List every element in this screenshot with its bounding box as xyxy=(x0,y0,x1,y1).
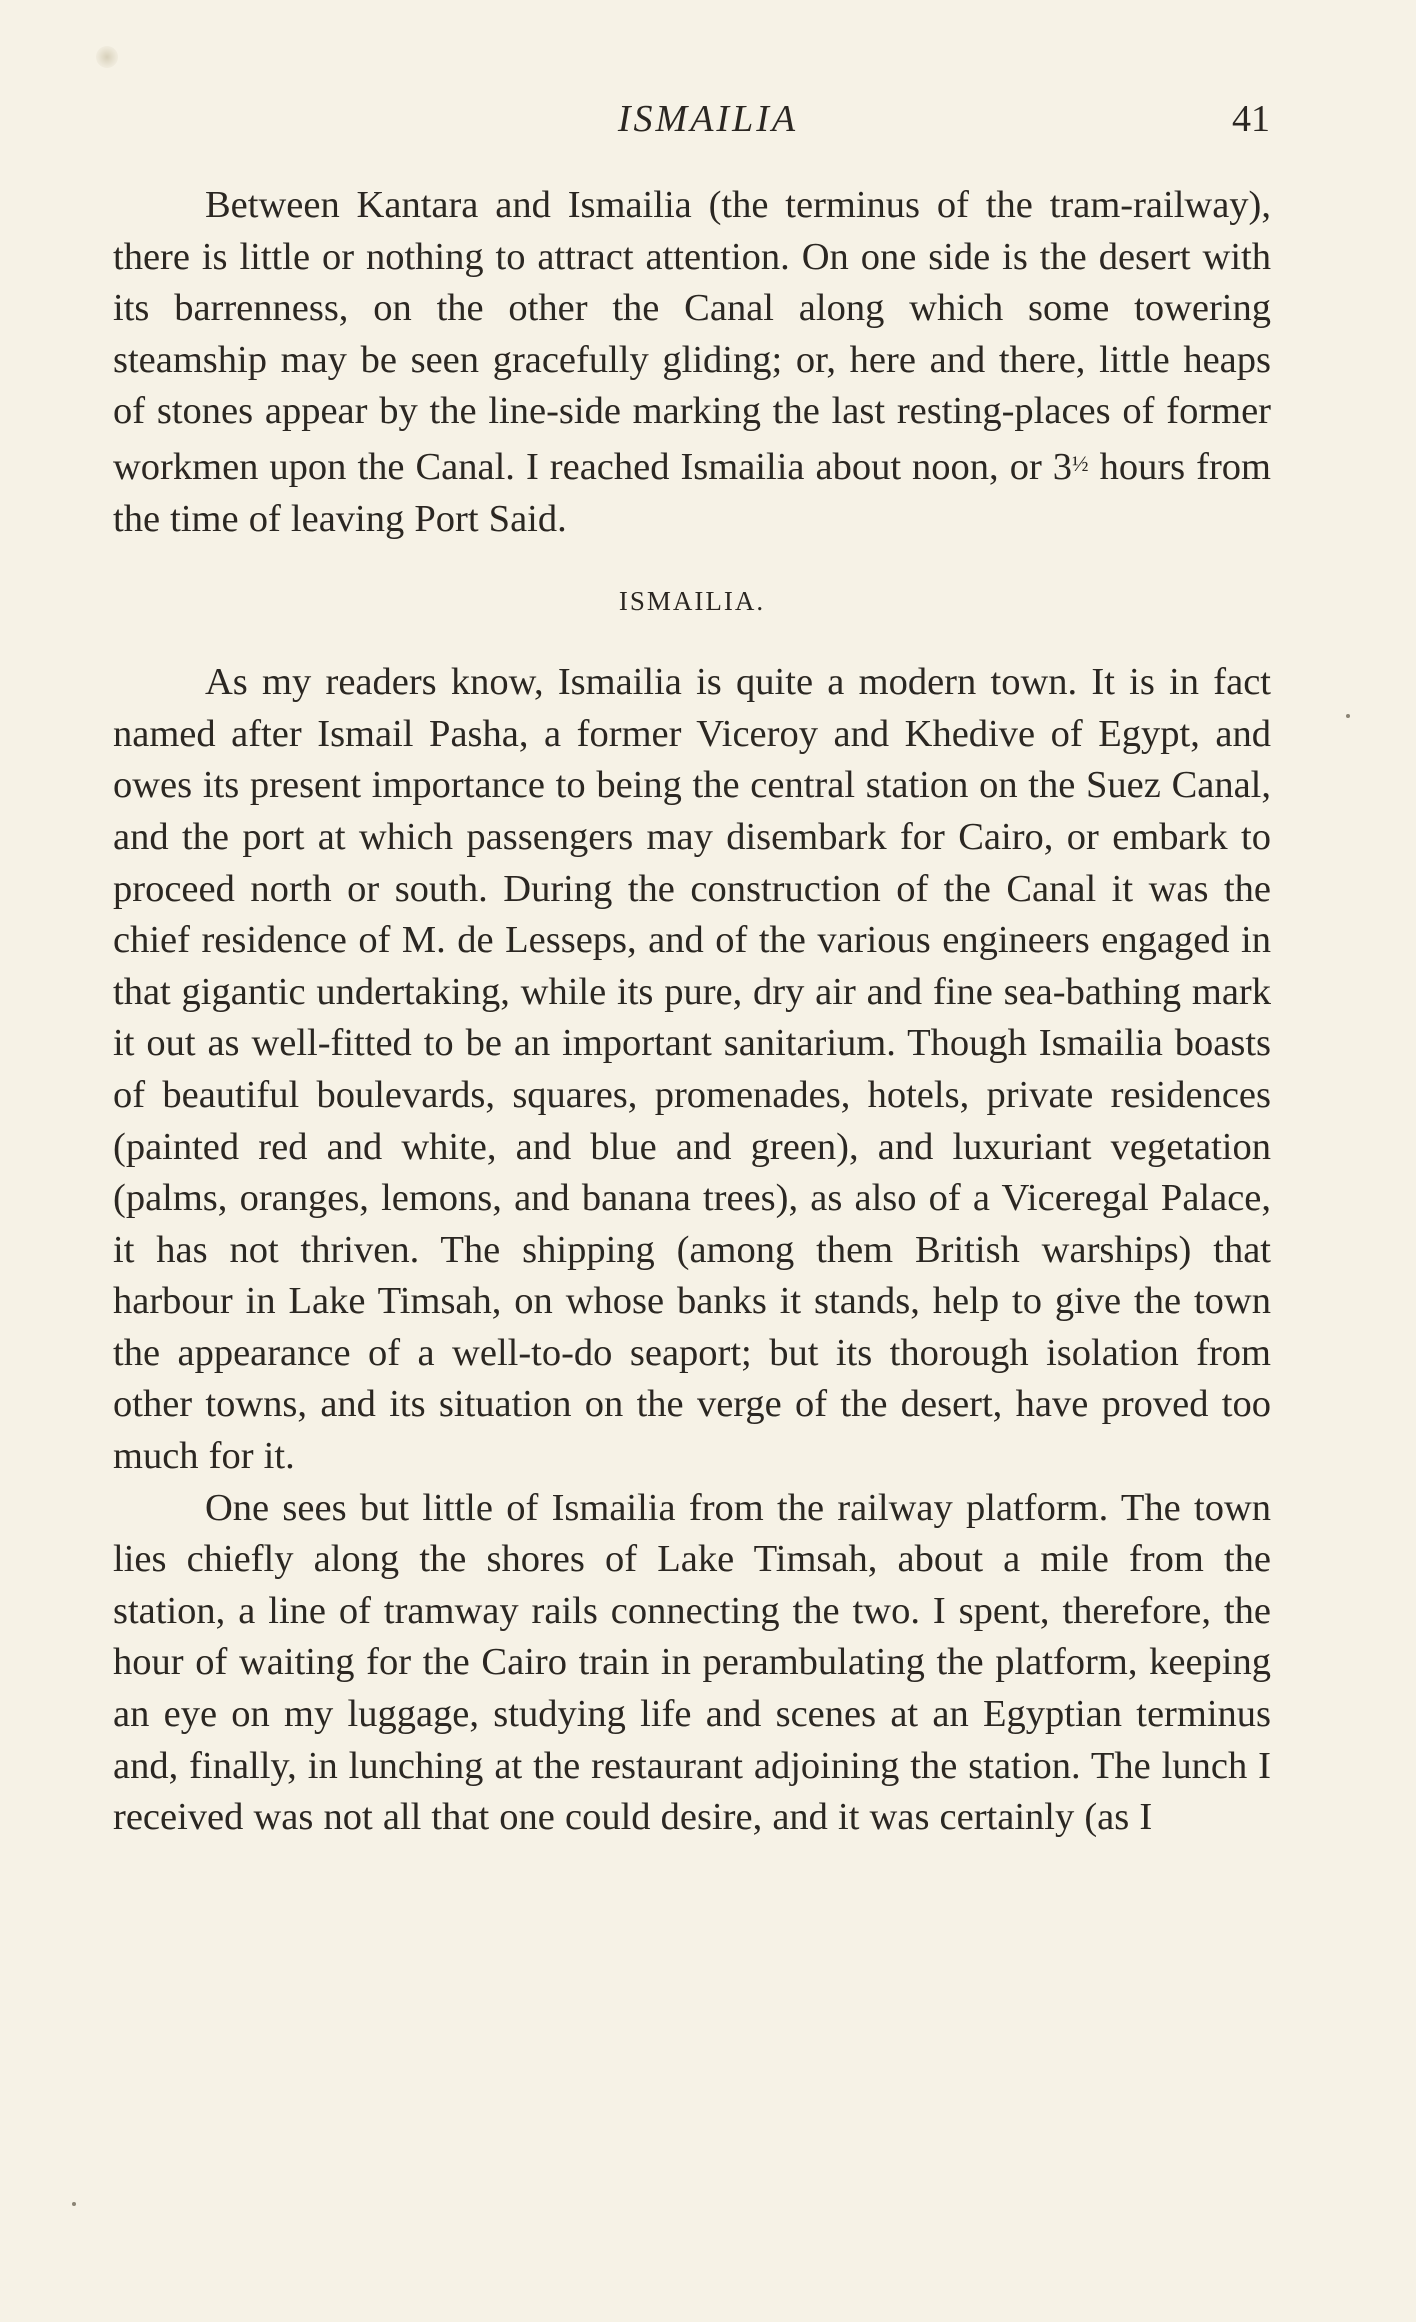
paragraph-2: As my readers know, Ismailia is quite a modern town. It is in fact named after Ismail Pasha, a former Viceroy and Khedive of Egypt, and owes its present importance to being the central station on the Suez Canal, and the port at which passengers may disembark for Cairo, or embark to proceed north or south. During the construction of the Canal it was the chief residence of M. de Lesseps, and of the various engineers engaged in that gigantic undertaking, while its pure, dry air and fine sea-bathing mark it out as well-fitted to be an important sanitarium. Though Ismailia boasts of beautiful boulevards, squares, promenades, hotels, private residences (painted red and white, and blue and green), and luxuriant vegetation (palms, oranges, lemons, and banana trees), as also of a Viceregal Palace, it has not thriven. The shipping (among them British warships) that harbour in Lake Timsah, on whose banks it stands, help to give the town the appearance of a well-to-do seaport; but its thorough isolation from other towns, and its situation on the verge of the desert, have proved too much for it. xyxy=(113,661,1271,1478)
paragraph-1-text: Between Kantara and Ismailia (the terminus of the tram-railway), there is little or nothing to attract attention. On one side is the desert with its barrenness, on the other the Canal along which some towering steamship may be seen gracefully gliding; or, here and there, little heaps of stones appear by the line-side marking the last resting-places of former workmen upon the Canal. I reached Ismailia about noon, or 3 xyxy=(113,184,1271,488)
fraction-one-half: ½ xyxy=(1072,450,1089,476)
paragraph-3: One sees but little of Ismailia from the railway platform. The town lies chiefly along the shores of Lake Timsah, about a mile from the station, a line of tramway rails connecting the two. I spent, therefore, the hour of waiting for the Cairo train in perambulating the platform, keeping an eye on my luggage, studying life and scenes at an Egyptian terminus and, finally, in lunching at the restaurant adjoining the station. The lunch I received was not all that one could desire, and it was certainly (as I xyxy=(113,1486,1271,1839)
paper-speck xyxy=(1346,714,1350,718)
running-title: ISMAILIA xyxy=(617,98,799,140)
body-text xyxy=(113,180,1271,1844)
page-number: 41 xyxy=(1232,98,1270,140)
paragraph-1-text-end: hours from the time of leaving Port Said. xyxy=(113,445,1271,540)
section-heading: ISMAILIA. xyxy=(618,586,766,617)
running-head xyxy=(0,94,1416,144)
paragraph-1 xyxy=(113,180,1271,545)
paper-stain xyxy=(96,46,118,68)
paper-speck xyxy=(72,2202,76,2206)
